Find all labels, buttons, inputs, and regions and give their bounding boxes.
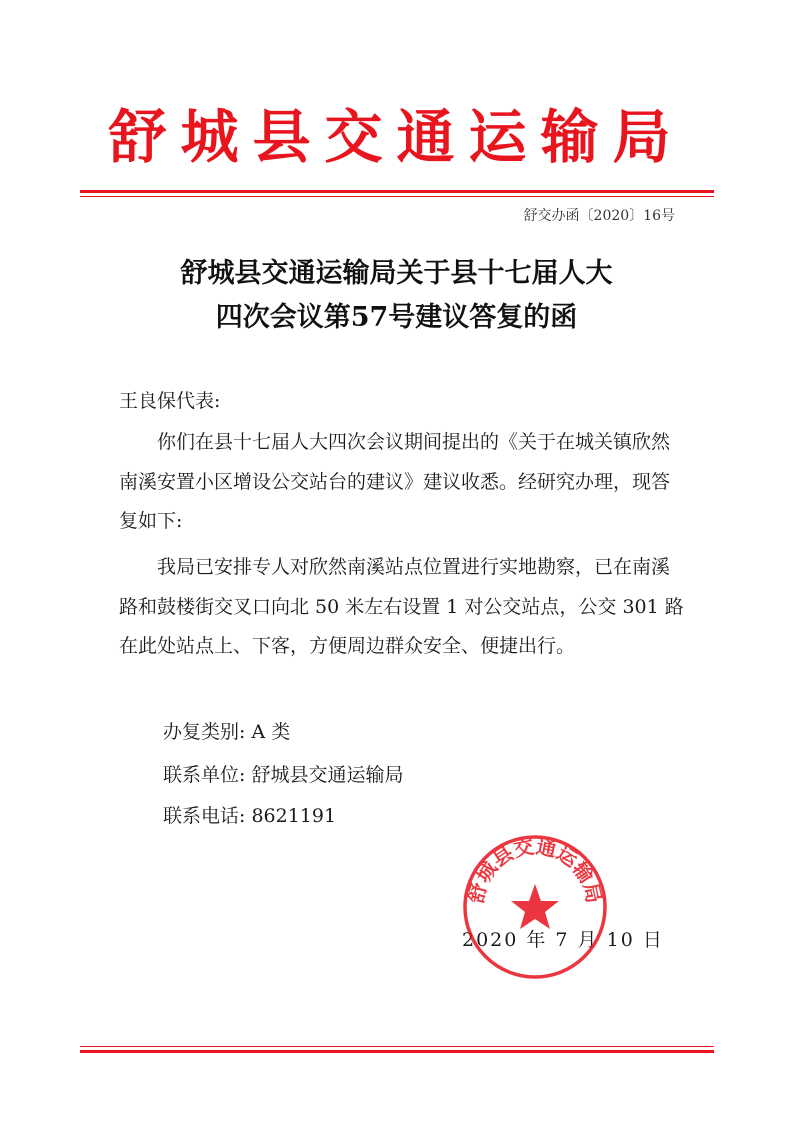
star-icon	[511, 884, 559, 929]
contact-unit: 联系单位: 舒城县交通运输局	[163, 764, 404, 786]
salutation: 王良保代表:	[119, 390, 221, 412]
doc-number: 舒交办函〔2020〕16号	[523, 208, 675, 224]
footer-rule-thin	[80, 1046, 714, 1047]
official-seal	[460, 832, 610, 982]
footer-rule-thick	[80, 1050, 714, 1053]
masthead: 舒城县交通运输局	[108, 103, 685, 171]
document-title-line-2: 四次会议第57号建议答复的函	[215, 302, 578, 333]
contact-phone: 联系电话: 8621191	[163, 805, 337, 827]
reply-category: 办复类别: A 类	[163, 721, 291, 743]
seal-ring-text: 舒城县交通运输局	[463, 834, 607, 906]
body-paragraph-2: 我局已安排专人对欣然南溪站点位置进行实地勘察，已在南溪路和鼓楼街交叉口向北 50 米左右设置 1 对公交站点，公交 301 路在此处站点上、下客，方便周边群众安全、便捷出行。	[119, 556, 684, 657]
issue-date: 2020 年 7 月 10 日	[462, 929, 664, 951]
masthead-rule-thin	[80, 196, 714, 197]
masthead-rule-thick	[80, 190, 714, 193]
body-paragraph-1: 你们在县十七届人大四次会议期间提出的《关于在城关镇欣然南溪安置小区增设公交站台的建议》建议收悉。经研究办理，现答复如下:	[119, 431, 671, 532]
document-title-line-1: 舒城县交通运输局关于县十七届人大	[180, 258, 613, 289]
